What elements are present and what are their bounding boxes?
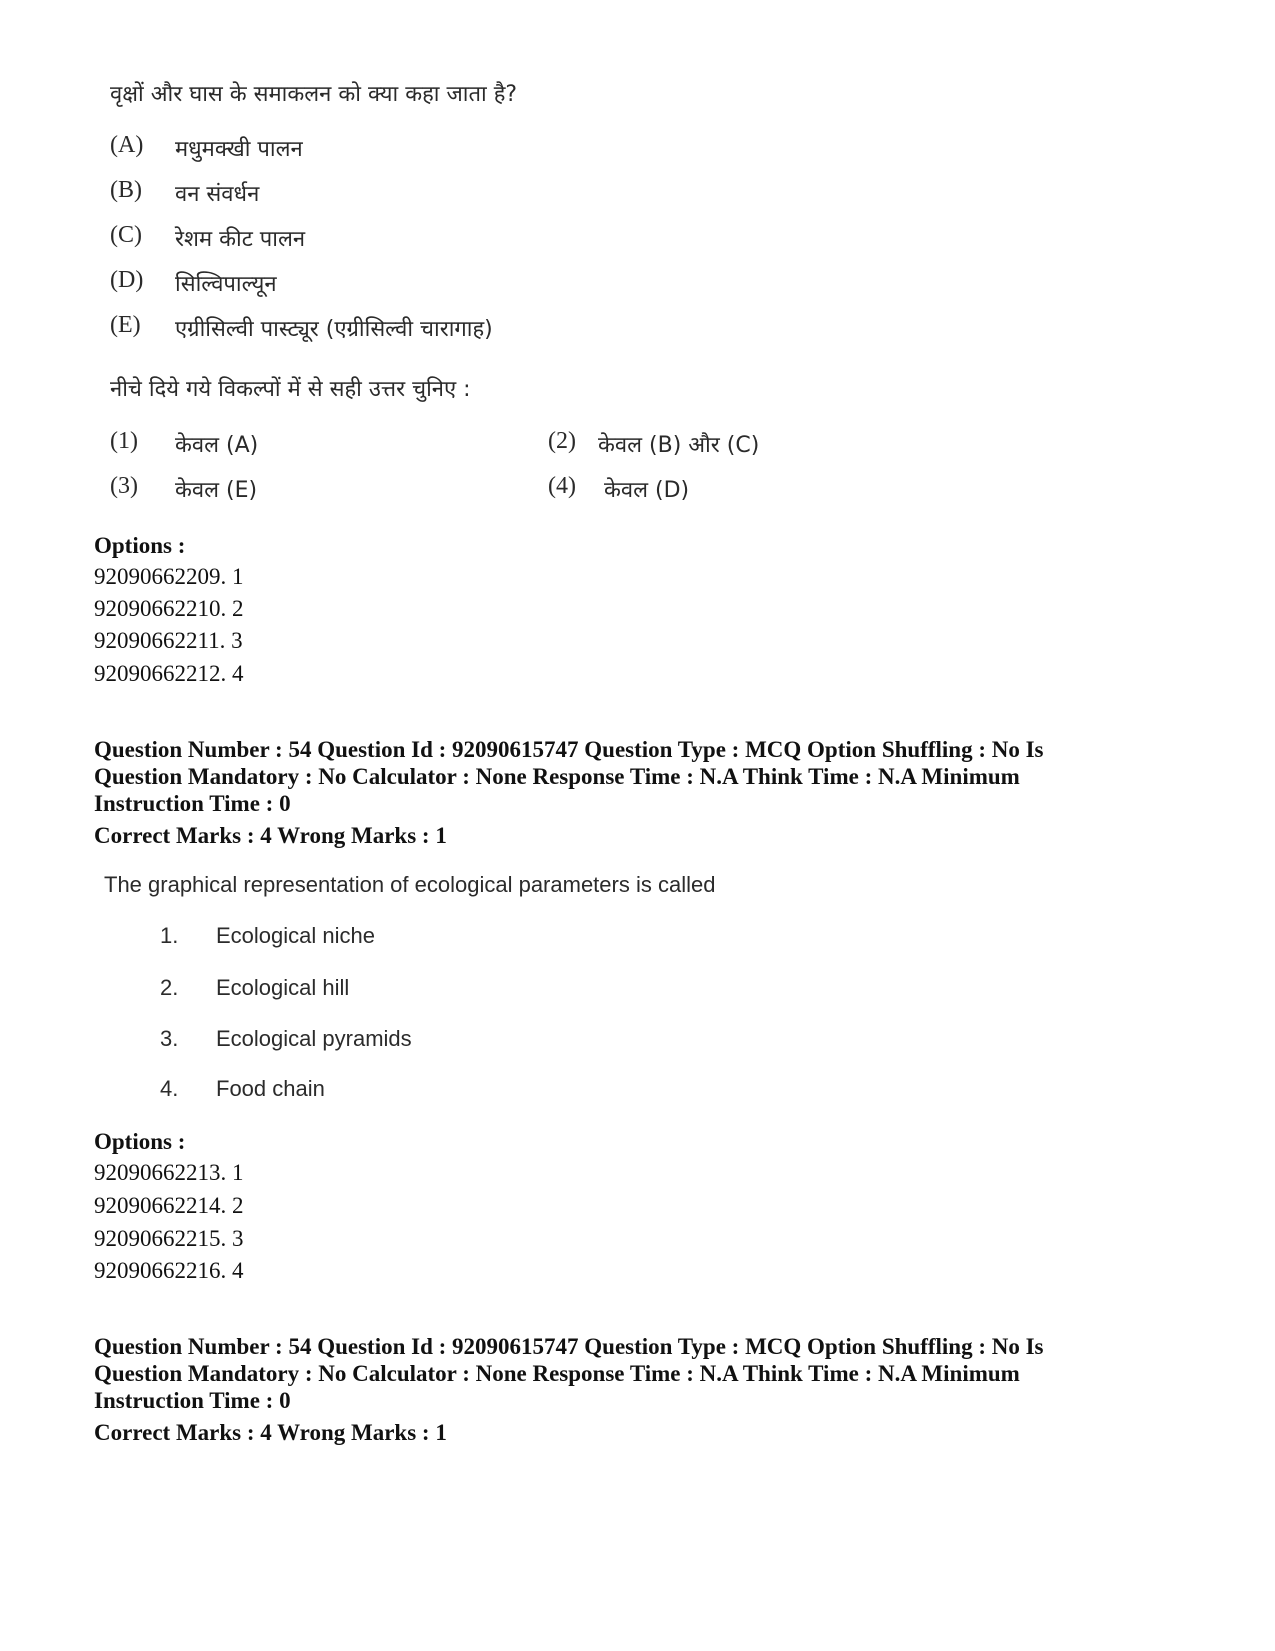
question-meta-line: Question Number : 54 Question Id : 92090615747 Question Type : MCQ Option Shuffling : No Is: [94, 737, 1044, 762]
choice-text: Ecological hill: [216, 975, 350, 1000]
answer-text: केवल (E): [175, 478, 258, 503]
option-item: 92090662215. 3: [94, 1226, 244, 1251]
option-item: 92090662209. 1: [94, 564, 244, 589]
choice-label: (E): [110, 312, 141, 338]
choice-text: वन संवर्धन: [175, 182, 260, 207]
choice-number: 2.: [160, 975, 179, 1000]
answer-instruction: नीचे दिये गये विकल्पों में से सही उत्तर चुनिए :: [110, 377, 471, 402]
answer-text: केवल (D): [604, 478, 690, 503]
answer-text: केवल (A): [175, 433, 259, 458]
choice-label: (A): [110, 132, 144, 158]
choice-label: (D): [110, 267, 144, 293]
question-meta-line: Instruction Time : 0: [94, 1388, 291, 1413]
question-meta-line: Question Mandatory : No Calculator : None Response Time : N.A Think Time : N.A Minimum: [94, 764, 1020, 789]
option-item: 92090662214. 2: [94, 1193, 244, 1218]
answer-label: (4): [548, 473, 576, 499]
choice-number: 4.: [160, 1076, 179, 1101]
choice-number: 1.: [160, 923, 179, 948]
answer-label: (1): [110, 428, 138, 454]
choice-number: 3.: [160, 1026, 179, 1051]
answer-label: (2): [548, 428, 576, 454]
choice-text: Ecological niche: [216, 923, 375, 948]
question-stem-hindi: वृक्षों और घास के समाकलन को क्या कहा जाता है?: [110, 82, 518, 107]
option-item: 92090662213. 1: [94, 1160, 244, 1185]
marks-line: Correct Marks : 4 Wrong Marks : 1: [94, 823, 447, 848]
answer-label: (3): [110, 473, 138, 499]
choice-text: मधुमक्खी पालन: [175, 137, 303, 162]
choice-label: (B): [110, 177, 142, 203]
choice-text: रेशम कीट पालन: [175, 227, 306, 252]
option-item: 92090662216. 4: [94, 1258, 244, 1283]
options-heading: Options :: [94, 1129, 186, 1154]
options-heading: Options :: [94, 533, 186, 558]
choice-text: एग्रीसिल्वी पास्ट्यूर (एग्रीसिल्वी चारागाह): [175, 317, 493, 342]
answer-text: केवल (B) और (C): [598, 433, 760, 458]
question-stem-english: The graphical representation of ecological parameters is called: [104, 872, 716, 897]
question-meta-line: Instruction Time : 0: [94, 791, 291, 816]
choice-text: Food chain: [216, 1076, 325, 1101]
choice-text: सिल्विपाल्यून: [175, 272, 277, 297]
choice-label: (C): [110, 222, 142, 248]
question-meta-line: Question Number : 54 Question Id : 92090615747 Question Type : MCQ Option Shuffling : No Is: [94, 1334, 1044, 1359]
question-meta-line: Question Mandatory : No Calculator : None Response Time : N.A Think Time : N.A Minimum: [94, 1361, 1020, 1386]
marks-line: Correct Marks : 4 Wrong Marks : 1: [94, 1420, 447, 1445]
option-item: 92090662210. 2: [94, 596, 244, 621]
choice-text: Ecological pyramids: [216, 1026, 412, 1051]
option-item: 92090662212. 4: [94, 661, 244, 686]
option-item: 92090662211. 3: [94, 628, 243, 653]
